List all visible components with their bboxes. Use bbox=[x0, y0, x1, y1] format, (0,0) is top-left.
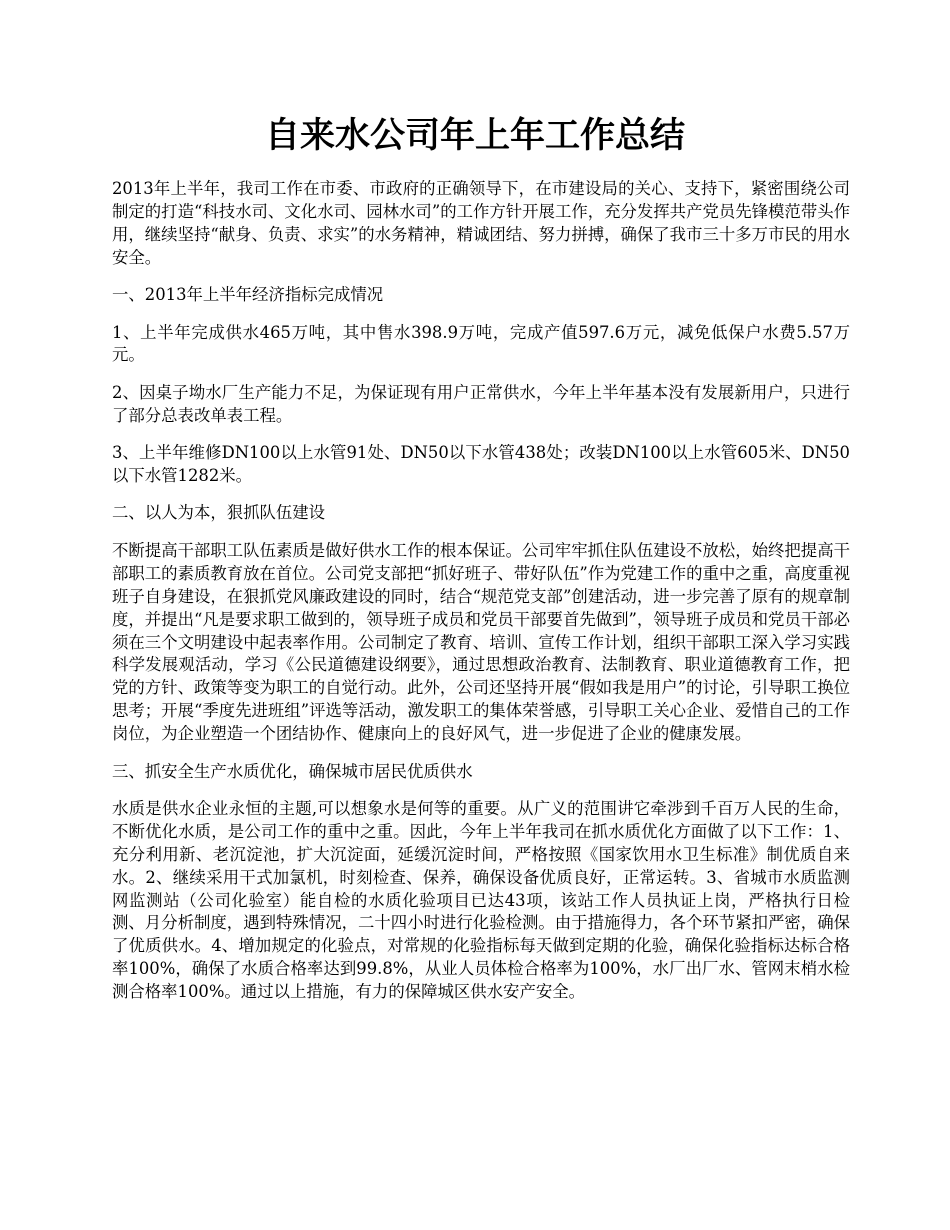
document-title: 自来水公司年上年工作总结 bbox=[264, 115, 685, 156]
paragraph: 2、因桌子坳水厂生产能力不足，为保证现有用户正常供水，今年上半年基本没有发展新用户，只进行了部分总表改单表工程。 bbox=[112, 382, 850, 425]
document-body bbox=[112, 178, 850, 1019]
section-heading-1: 一、2013年上半年经济指标完成情况 bbox=[112, 285, 384, 305]
section-heading-3: 三、抓安全生产水质优化，确保城市居民优质供水 bbox=[112, 761, 473, 781]
intro-paragraph: 2013年上半年，我司工作在市委、市政府的正确领导下，在市建设局的关心、支持下，紧密围绕公司制定的打造“科技水司、文化水司、园林水司”的工作方针开展工作，充分发挥共产党员先锋模范带头作用，继续坚持“献身、负责、求实”的水务精神，精诚团结、努力拼搏，确保了我市三十多万市民的用水安全。 bbox=[112, 179, 850, 267]
paragraph: 不断提高干部职工队伍素质是做好供水工作的根本保证。公司牢牢抓住队伍建设不放松，始终把提高干部职工的素质教育放在首位。公司党支部把“抓好班子、带好队伍”作为党建工作的重中之重，高度重视班子自身建设，在狠抓党风廉政建设的同时，结合“规范党支部”创建活动，进一步完善了原有的规章制度，并提出“凡是要求职工做到的，领导班子成员和党员干部要首先做到”，领导班子成员和党员干部必须在三个文明建设中起表率作用。公司制定了教育、培训、宣传工作计划，组织干部职工深入学习实践科学发展观活动，学习《公民道德建设纲要》，通过思想政治教育、法制教育、职业道德教育工作，把党的方针、政策等变为职工的自觉行动。此外，公司还坚持开展“假如我是用户”的讨论，引导职工换位思考；开展“季度先进班组”评选等活动，激发职工的集体荣誉感，引导职工关心企业、爱惜自己的工作岗位，为企业塑造一个团结协作、健康向上的良好风气，进一步促进了企业的健康发展。 bbox=[112, 540, 850, 744]
paragraph: 3、上半年维修DN100以上水管91处、DN50以下水管438处；改装DN100以上水管605米、DN50以下水管1282米。 bbox=[112, 443, 850, 486]
section-heading-2: 二、以人为本，狠抓队伍建设 bbox=[112, 503, 326, 523]
paragraph: 1、上半年完成供水465万吨，其中售水398.9万吨，完成产值597.6万元，减免低保户水费5.57万元。 bbox=[112, 322, 850, 365]
paragraph: 水质是供水企业永恒的主题,可以想象水是何等的重要。从广义的范围讲它牵涉到千百万人民的生命，不断优化水质，是公司工作的重中之重。因此，今年上半年我司在抓水质优化方面做了以下工作：1、充分利用新、老沉淀池，扩大沉淀面，延缓沉淀时间，严格按照《国家饮用水卫生标准》制优质自来水。2、继续采用干式加氯机，时刻检查、保养，确保设备优质良好，正常运转。3、省城市水质监测网监测站（公司化验室）能自检的水质化验项目已达43项，该站工作人员执证上岗，严格执行日检测、月分析制度，遇到特殊情况，二十四小时进行化验检测。由于措施得力，各个环节紧扣严密，确保了优质供水。4、增加规定的化验点，对常规的化验指标每天做到定期的化验，确保化验指标达标合格率100%，确保了水质合格率达到99.8%，从业人员体检合格率为100%，水厂出厂水、管网末梢水检测合格率100%。通过以上措施，有力的保障城区供水安产安全。 bbox=[112, 798, 850, 1002]
